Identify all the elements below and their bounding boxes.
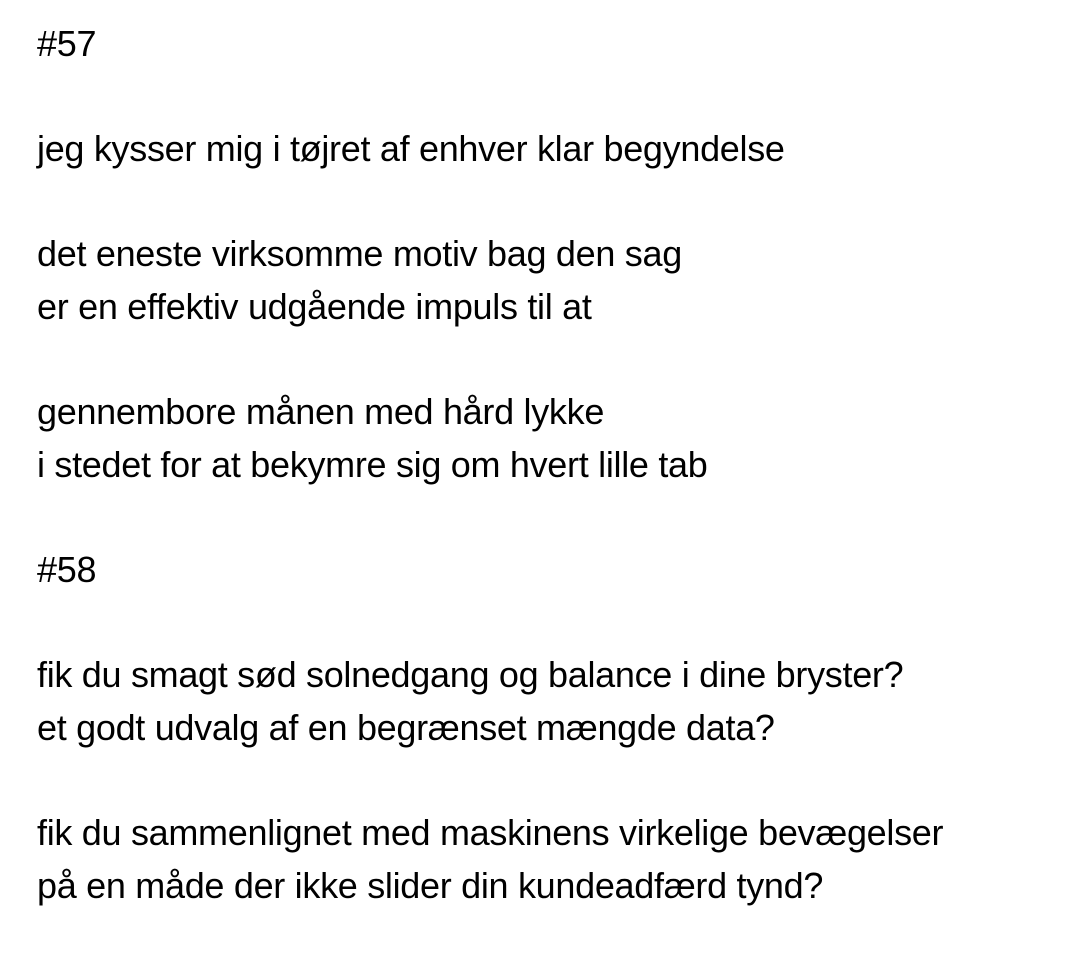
poem-line: et godt udvalg af en begrænset mængde data? [37, 706, 775, 748]
poem-line: gennembore månen med hård lykke [37, 391, 605, 433]
poem-line: på en måde der ikke slider din kundeadfærd tynd? [37, 864, 824, 906]
stanza-gap [37, 334, 1077, 387]
poem-number: #57 [37, 23, 97, 64]
stanza-gap [37, 71, 1077, 124]
poem-number: #58 [37, 548, 97, 590]
stanza-gap [37, 754, 1077, 807]
poem-line: det eneste virksomme motiv bag den sag [37, 233, 682, 275]
poem-line: er en effektiv udgående impuls til at [37, 285, 592, 327]
poem-line: fik du smagt sød solnedgang og balance i dine bryster? [37, 654, 904, 696]
stanza-gap [37, 597, 1077, 650]
poem-line: i stedet for at bekymre sig om hvert lille tab [37, 443, 708, 485]
poem-58 [37, 544, 1077, 912]
poem-gap [37, 491, 1077, 544]
poem-line: jeg kysser mig i tøjret af enhver klar begyndelse [37, 128, 785, 170]
document-page [37, 18, 1077, 912]
stanza-gap [37, 176, 1077, 229]
poem-57 [37, 18, 1077, 491]
poem-line: fik du sammenlignet med maskinens virkelige bevægelser [37, 811, 944, 853]
